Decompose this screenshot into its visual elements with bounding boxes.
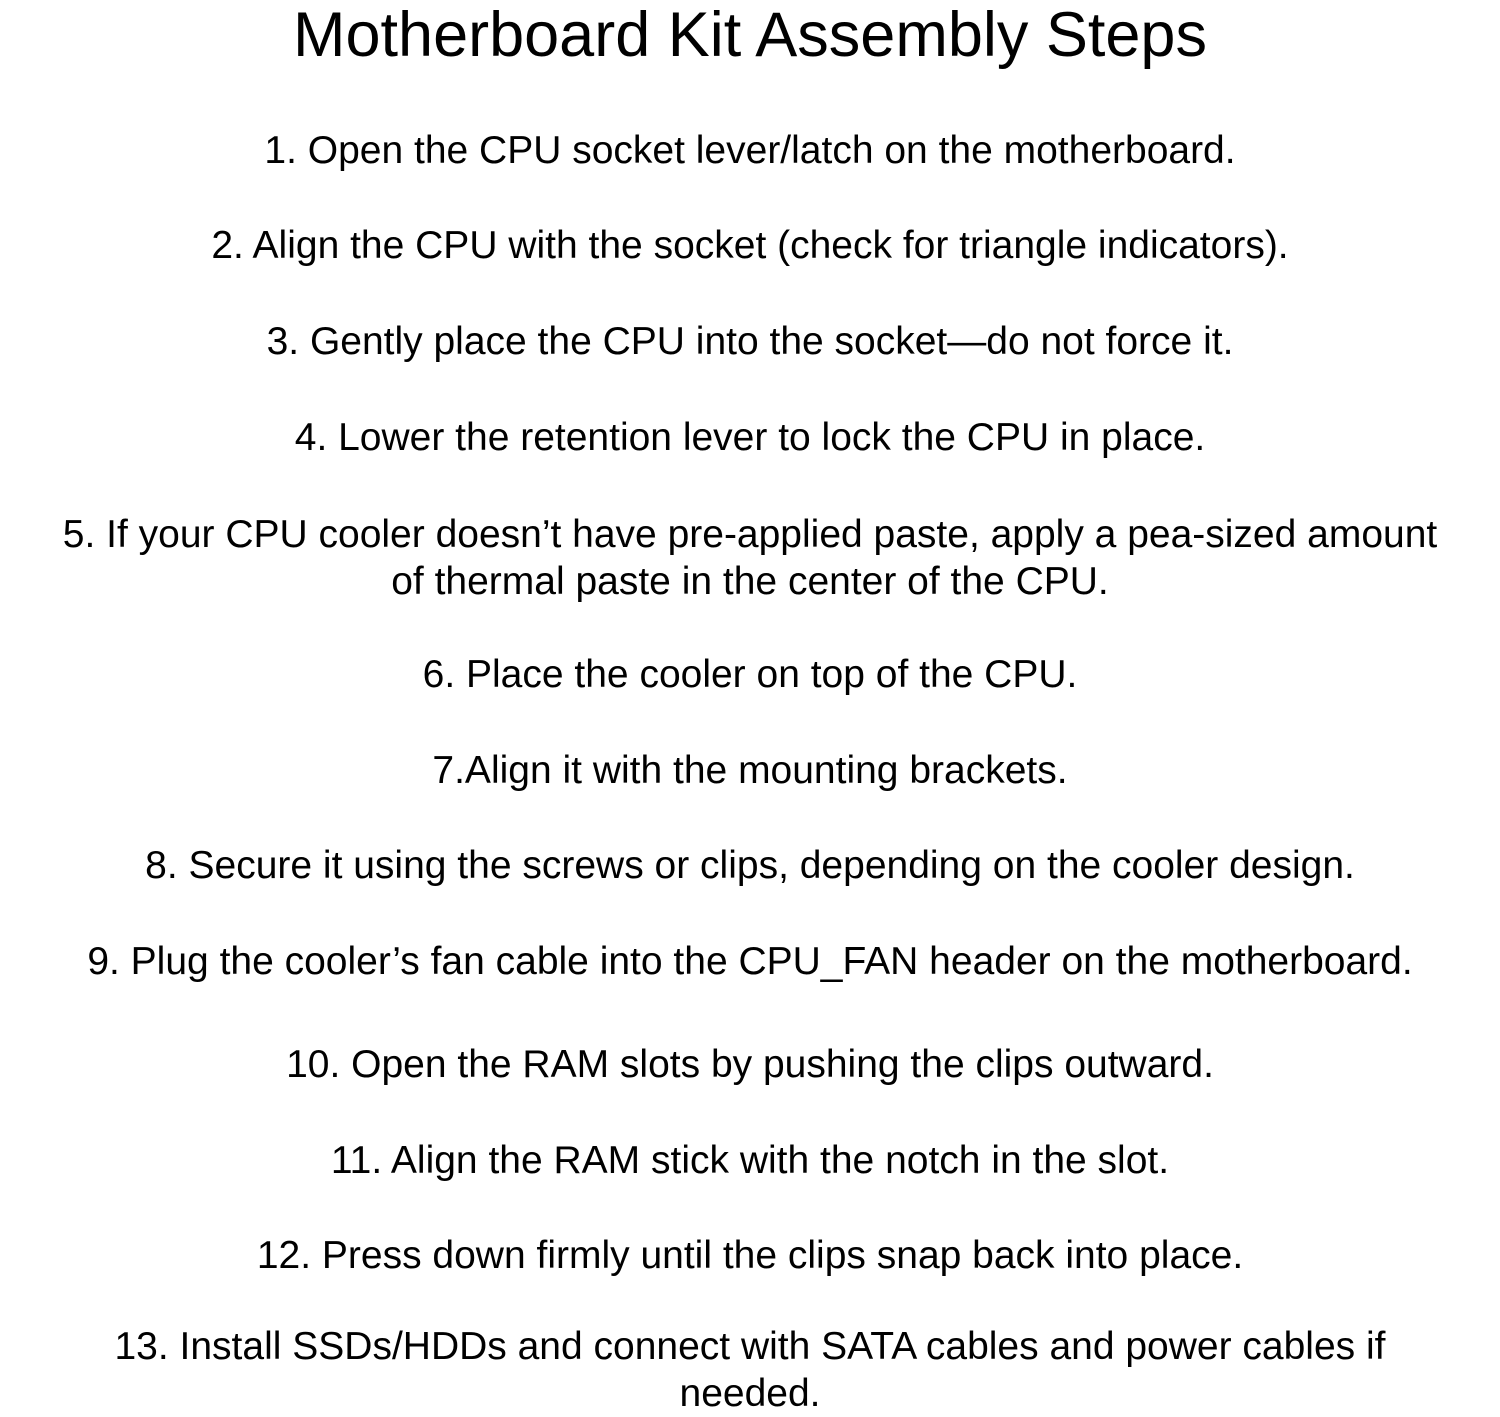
- step-6: [0, 651, 1500, 698]
- step-4-text: 4. Lower the retention lever to lock the CPU in place.: [294, 416, 1206, 459]
- step-4: [0, 414, 1500, 461]
- step-9-text: 9. Plug the cooler’s fan cable into the CPU_FAN header on the motherboard.: [87, 940, 1413, 983]
- step-2-text: 2. Align the CPU with the socket (check for triangle indicators).: [211, 224, 1289, 267]
- step-1-text: 1. Open the CPU socket lever/latch on the motherboard.: [264, 129, 1236, 172]
- step-12-text: 12. Press down firmly until the clips snap back into place.: [256, 1234, 1244, 1277]
- step-11: [0, 1137, 1500, 1184]
- step-13-text-line-2: needed.: [679, 1372, 821, 1415]
- step-5-text-line-1: 5. If your CPU cooler doesn’t have pre-applied paste, apply a pea-sized amount: [62, 513, 1438, 556]
- step-13: [0, 1323, 1500, 1417]
- step-11-text: 11. Align the RAM stick with the notch in the slot.: [330, 1139, 1170, 1182]
- step-2: [0, 222, 1500, 269]
- step-5: [0, 511, 1500, 605]
- step-10: [0, 1041, 1500, 1088]
- step-8: [0, 842, 1500, 889]
- page-title: Motherboard Kit Assembly Steps: [293, 0, 1207, 70]
- step-10-text: 10. Open the RAM slots by pushing the clips outward.: [286, 1043, 1214, 1086]
- step-12: [0, 1232, 1500, 1279]
- step-3: [0, 318, 1500, 365]
- step-6-text: 6. Place the cooler on top of the CPU.: [422, 653, 1078, 696]
- step-3-text: 3. Gently place the CPU into the socket—do not force it.: [266, 320, 1234, 363]
- step-7: [0, 747, 1500, 794]
- step-7-text: 7.Align it with the mounting brackets.: [432, 749, 1068, 792]
- step-13-text-line-1: 13. Install SSDs/HDDs and connect with SATA cables and power cables if: [114, 1325, 1386, 1368]
- step-1: [0, 127, 1500, 174]
- step-8-text: 8. Secure it using the screws or clips, depending on the cooler design.: [145, 844, 1355, 887]
- step-5-text-line-2: of thermal paste in the center of the CPU.: [391, 560, 1109, 603]
- step-9: [0, 938, 1500, 985]
